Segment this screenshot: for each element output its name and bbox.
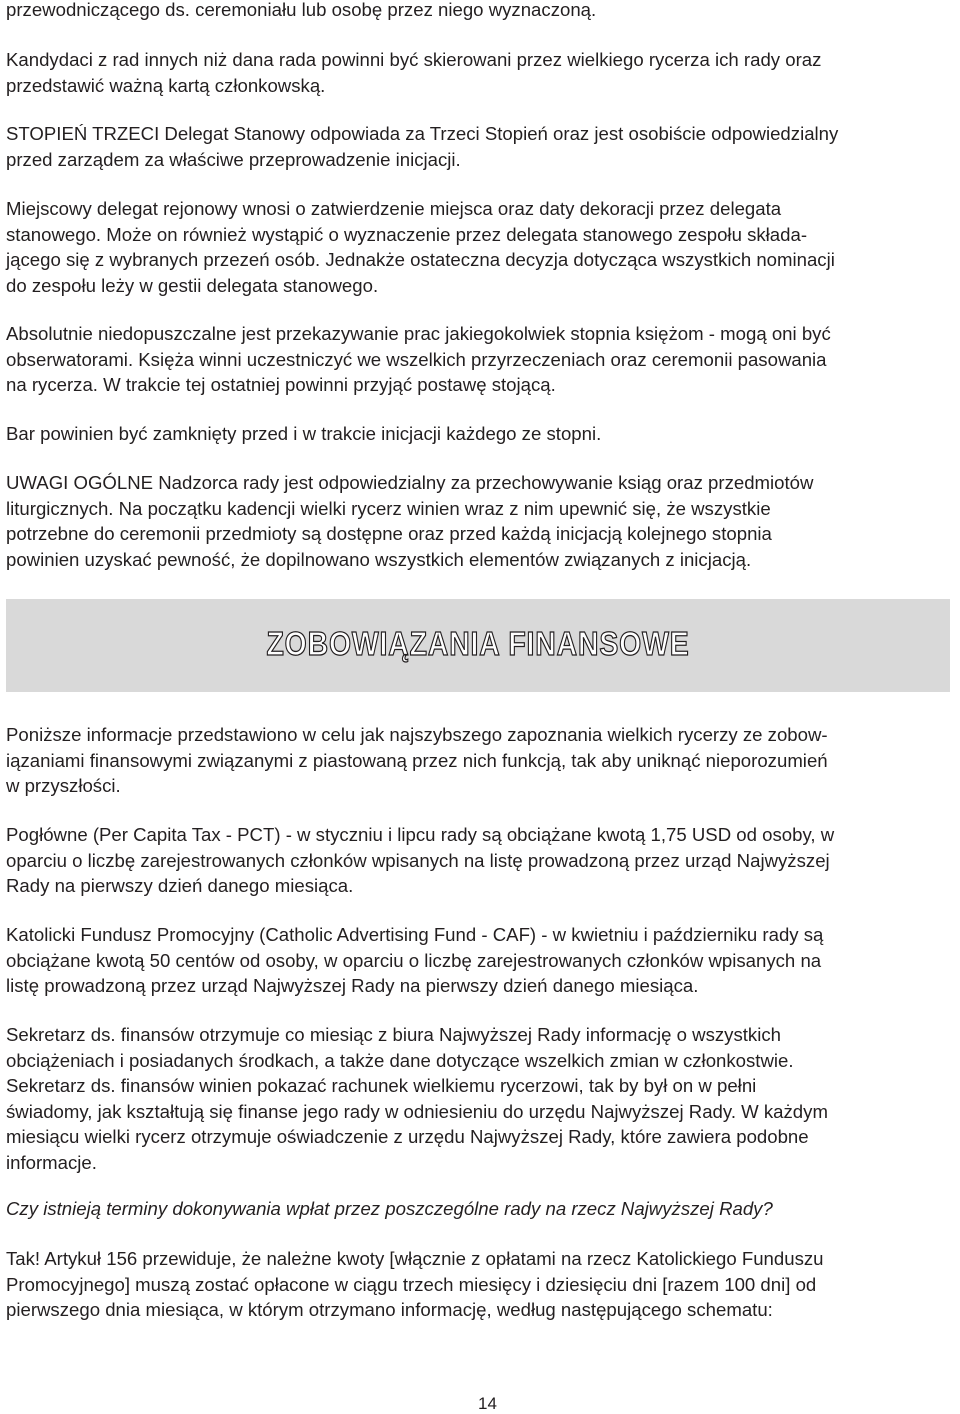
text-line: Rady na pierwszy dzień danego miesiąca. [6,875,354,896]
text-line: Poniższe informacje przedstawiono w celu jak najszybszego zapoznania wielkich rycerzy ze zobow- [6,724,828,745]
text-line: do zespołu leży w gestii delegata stanowego. [6,274,379,296]
text-line: oparciu o liczbę zarejestrowanych członków wpisanych na listę prowadzoną przez urząd Najwyższej [6,849,830,871]
text-line: przewodniczącego ds. ceremoniału lub osobę przez niego wyznaczoną. [6,0,597,20]
paragraph-general-notes [6,470,956,572]
text-line: Promocyjnego] muszą zostać opłacone w ciągu trzech miesięcy i dziesięciu dni [razem 100 dni] od [6,1273,817,1295]
text-line: potrzebne do ceremonii przedmioty są dostępne oraz przed każdą inicjacją kolejnego stopnia [6,523,772,544]
text-line: Sekretarz ds. finansów winien pokazać rachunek wielkiemu rycerzowi, tak by był on w pełni [6,1075,757,1096]
section-banner [6,599,950,692]
text-line: powinien uzyskać pewność, że dopilnowano wszystkich elementów związanych z inicjacją. [6,548,752,570]
text-line: stanowego. Może on również wystąpić o wyznaczenie przez delegata stanowego zespołu składa- [6,223,808,245]
paragraph-question [6,1196,956,1222]
text-line: STOPIEŃ TRZECI Delegat Stanowy odpowiada za Trzeci Stopień oraz jest osobiście odpowiedzialny [6,123,839,144]
paragraph-answer [6,1246,956,1323]
text-line: przed zarządem za właściwe przeprowadzenie inicjacji. [6,148,461,170]
text-line: jącego się z wybranych przezeń osób. Jednakże ostateczna decyzja dotycząca wszystkich nominacji [6,249,835,270]
text-line: na rycerza. W trakcie tej ostatniej powinni przyjąć postawę stojącą. [6,374,556,395]
paragraph-introduction [6,722,956,799]
text-line: Sekretarz ds. finansów otrzymuje co miesiąc z biura Najwyższej Rady informację o wszystkich [6,1024,781,1045]
text-line: UWAGI OGÓLNE Nadzorca rady jest odpowiedzialny za przechowywanie ksiąg oraz przedmiotów [6,472,814,493]
text-line: Bar powinien być zamknięty przed i w trakcie inicjacji każdego ze stopni. [6,423,602,444]
text-line: Miejscowy delegat rejonowy wnosi o zatwierdzenie miejsca oraz daty dekoracji przez delegata [6,198,782,219]
text-line: przedstawić ważną kartą członkowską. [6,74,326,96]
text-line: Tak! Artykuł 156 przewiduje, że należne kwoty [włącznie z opłatami na rzecz Katolickiego Funduszu [6,1248,824,1269]
text-line: Pogłówne (Per Capita Tax - PCT) - w styczniu i lipcu rady są obciążane kwotą 1,75 USD od osoby, w [6,824,835,845]
text-line: liturgicznych. Na początku kadencji wielki rycerz winien wraz z nim upewnić się, że wszystkie [6,497,771,519]
text-line: iązaniami finansowymi związanymi z piastowaną przez nich funkcją, tak aby uniknąć nieporozumień [6,749,828,771]
paragraph-third-degree [6,121,956,172]
text-line: obciążeniach i posiadanych środkach, a także dane dotyczące wszelkich zmian w członkostwie. [6,1049,794,1071]
text-line: informacje. [6,1151,97,1173]
text-line: Kandydaci z rad innych niż dana rada powinni być skierowani przez wielkiego rycerza ich rady oraz [6,49,822,70]
page-number: 14 [478,1394,497,1413]
text-line: Katolicki Fundusz Promocyjny (Catholic Advertising Fund - CAF) - w kwietniu i październiku rady są [6,924,824,945]
text-line: obciążane kwotą 50 centów od osoby, w oparciu o liczbę zarejestrowanych członków wpisanych na [6,949,822,971]
paragraph-financial-secretary [6,1022,956,1175]
text-line: miesiącu wielki rycerz otrzymuje oświadczenie z urzędu Najwyższej Rady, które zawiera podobne [6,1126,809,1147]
text-line: Absolutnie niedopuszczalne jest przekazywanie prac jakiegokolwiek stopnia księżom - mogą oni być [6,323,831,344]
section-title: ZOBOWIĄZANIA FINANSOWE [266,625,690,662]
text-line: w przyszłości. [6,775,121,796]
paragraph-ceremony-chair [6,0,956,23]
paragraph-bar [6,421,956,447]
text-line: świadomy, jak kształtują się finanse jego rady w odniesieniu do urzędu Najwyższej Rady. W każdym [6,1100,828,1122]
paragraph-priests [6,321,956,398]
paragraph-candidates-other-councils [6,47,956,98]
text-line: obserwatorami. Księża winni uczestniczyć we wszelkich przyrzeczeniach oraz ceremonii pasowania [6,348,827,370]
text-line: pierwszego dnia miesiąca, w którym otrzymano informację, według następującego schematu: [6,1299,773,1320]
paragraph-per-capita-tax [6,822,956,899]
text-line: Czy istnieją terminy dokonywania wpłat przez poszczególne rady na rzecz Najwyższej Rady? [6,1198,773,1219]
paragraph-advertising-fund [6,922,956,999]
paragraph-district-deputy [6,196,956,298]
text-line: listę prowadzoną przez urząd Najwyższej Rady na pierwszy dzień danego miesiąca. [6,975,699,996]
